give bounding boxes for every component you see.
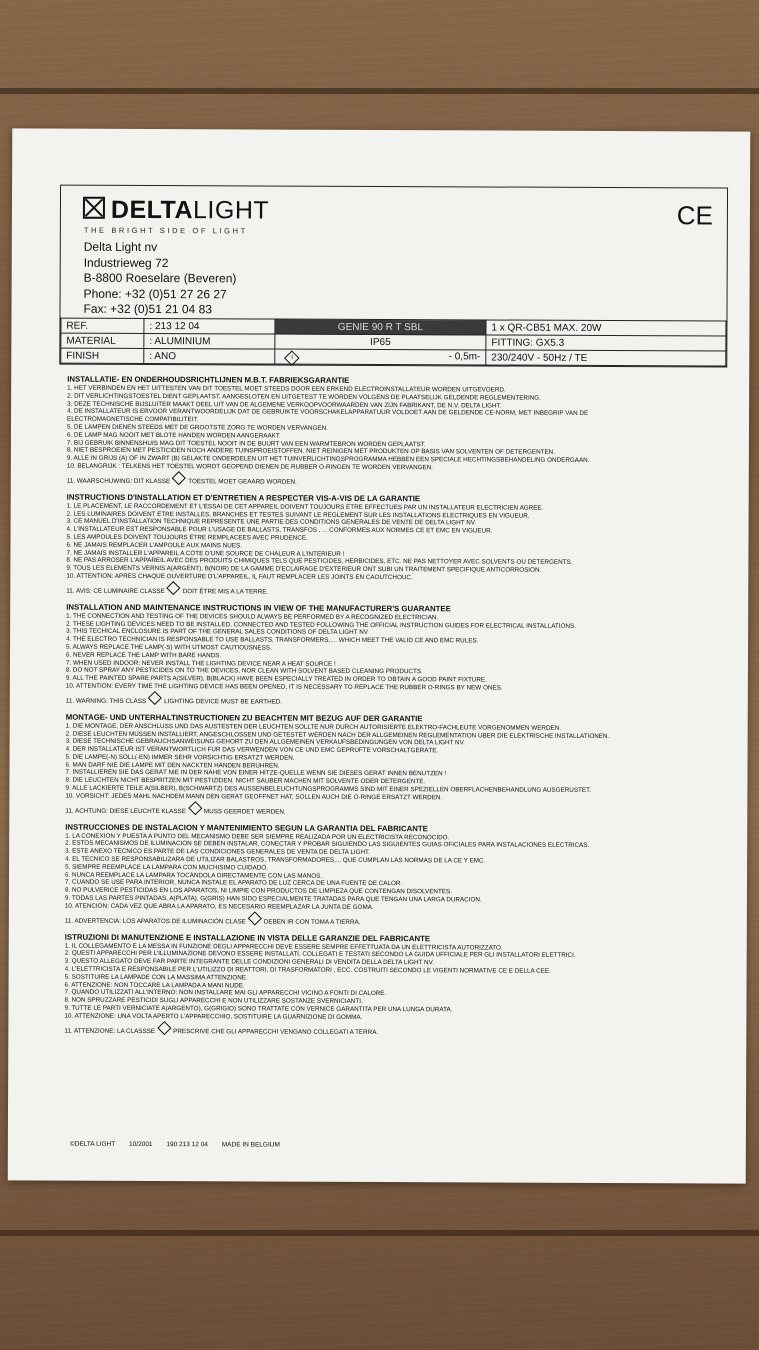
ref-value: : 213 12 04 xyxy=(144,318,275,334)
class-i-icon xyxy=(188,801,202,815)
instruction-item: 6. NUNCA REEMPLACE LA LÁMPARA TOCÁNDOLA DIRECTAMENTE CON LAS MANOS. xyxy=(65,871,323,880)
instruction-section xyxy=(66,602,726,710)
material-value: : ALUMINIUM xyxy=(144,333,275,349)
instruction-item: 8. DIE LEUCHTEN NICHT BESPRITZEN MIT PESTIZIDEN. NICHT SAUBER MACHEN MIT SOLVENTE ODER DETERGENTE. xyxy=(65,776,426,786)
instruction-item: 7. CUANDO SE USE PARA INTERIOR, NUNCA INSTALE EL APARATO DE LUZ CERCA DE UNA FUENTE DE CALOR. xyxy=(64,879,403,888)
document-code: 190 213 12 04 xyxy=(166,1141,208,1149)
instruction-item: 1. HET VERBINDEN EN HET UITTESTEN VAN DIT TOESTEL MOET STEEDS DOOR EEN ERKEND ELECTROINSTALLATEUR WORDEN UITGEVOERD. xyxy=(67,384,506,394)
instruction-item: 2. DIESE LEUCHTEN MÜSSEN INSTALLIERT, ANGESCHLOSSEN UND GETESTET WERDEN NACH DER ALLGEMEINEN REGLEMENTATION ÜBER DIE ELEKTRISCHE INSTALLATIONEN. xyxy=(65,730,610,740)
instructions-body xyxy=(64,375,727,1045)
instruction-item: 1. LA CONEXIÓN Y PUESTA A PUNTO DEL MECANISMO DEBE SER SIEMPRE REALIZADA POR UN ELECTRICISTA RECONOCIDO. xyxy=(65,832,450,841)
warning-text-pre: 11. WARNING: THIS CLASS xyxy=(65,697,147,705)
instruction-item: 10. BELANGRIJK : TELKENS HET TOESTEL WORDT GEOPEND DIENEN DE RUBBER O-RINGEN TE WORDEN VERVANGEN. xyxy=(66,462,434,472)
print-date: 10/2001 xyxy=(129,1140,153,1149)
instruction-section xyxy=(64,932,724,1040)
instruction-item: 8. NIET BESPROEIEN MET PESTICIDEN NOCH ANDERE TUINSPROEISTOFFEN. NIET REINIGEN MET PRODUKTEN OP BASIS VAN SOLVENTEN OF DETERGENTEN. xyxy=(66,447,556,457)
earthing-warning xyxy=(65,802,725,820)
instruction-item: 2. THESE LIGHTING DEVICES NEED TO BE INSTALLED, CONNECTED AND TESTED FOLLOWING THE OFFICIAL INSTRUCTION GUIDES FOR ELECTRICAL INSTALLATIONS. xyxy=(66,620,576,630)
class-i-icon xyxy=(248,911,262,925)
instruction-item: 1. DIE MONTAGE, DER ANSCHLUSS UND DAS AUSTESTEN DER LEUCHTEN SOLLTE NUR DURCH AUTORISIERTE ELEKTRO-FACHLEUTE VORGENOMMEN WERDEN. xyxy=(65,722,562,732)
section-title: MONTAGE- UND UNTERHALTINSTRUCTIONEN ZU BEACHTEN MIT BEZUG AUF DER GARANTIE xyxy=(65,712,423,723)
class-i-icon xyxy=(284,350,300,366)
lamp-spec: 1 x QR-CB51 MAX. 20W xyxy=(486,320,726,336)
instruction-item: 4. DE INSTALLATEUR IS ERVOOR VERANTWOORDELIJK DAT DE GEBRUIKTE VOORSCHAKELAPPARATUUR VOLDOET AAN DE GELDENDE CE-NORM, MET INBEGRIP VAN DE xyxy=(67,408,589,418)
instruction-item: 2. QUESTI APPARECCHI PER L'ILLUMINAZIONE DEVONO ESSERE INSTALLATI, COLLEGATI E TESTATI SECONDO LA GUIDA UFFICIALE PER GLI INSTALLATORI ELETTRICI. xyxy=(64,950,576,960)
material-label: MATERIAL xyxy=(61,333,144,348)
instruction-item: 4. L'INSTALLATEUR EST RESPONSABLE POUR L'USAGE DE BALLASTS, TRANSFOS , ... CONFORMES AUX NORMES CE ET EMC EN VIGUEUR. xyxy=(66,525,493,535)
street: Industrieweg 72 xyxy=(83,255,169,270)
class-symbol: I xyxy=(290,354,293,361)
instruction-item: 3. DEZE TECHNISCHE BIJSLUITER MAAKT DEEL UIT VAN DE ALGEMENE VERKOOPVOORWAARDEN VAN ZIJN FABRIKANT, DE N.V. DELTA LIGHT. xyxy=(67,400,502,410)
section-title: INSTRUCCIONES DE INSTALACION Y MANTENIMIENTO SEGUN LA GARANTIA DEL FABRICANTE xyxy=(65,822,428,833)
instruction-item: 1. LE PLACEMENT, LE RACCORDEMENT ET L'ESSAI DE CET APPAREIL DOIVENT TOUJOURS ÊTRE EFFECTUES PAR UN INSTALLATEUR ELECTRICIEN AGREE. xyxy=(66,502,544,512)
class-i-icon xyxy=(148,691,162,705)
tagline: THE BRIGHT SIDE OF LIGHT xyxy=(83,225,248,236)
instruction-item: 8. NE PAS ARROSER L'APPAREIL AVEC DES PRODUITS CHIMIQUES TELS QUE PESTICIDES, HERBICIDES, ETC. NE PAS NETTOYER AVEC SOLVENTS OU DETERGENTS. xyxy=(66,556,573,567)
instruction-item: 5. DE LAMPEN DIENEN STEEDS MET DE GROOTSTE ZORG TE WORDEN VERVANGEN. xyxy=(66,423,328,432)
delta-light-logo xyxy=(83,196,269,226)
instruction-item: 3. QUESTO ALLEGATO DEVE FAR PARTE INTEGRANTE DELLE CONDIZIONI GENERALI DI VENDITA DELLA DELTA LIGHT NV. xyxy=(64,957,434,967)
company-name: Delta Light nv xyxy=(83,239,158,255)
instruction-item: 10. ATENCIÓN: CADA VEZ QUE ABRA LA APARATO, ES NECESARIO REEMPLAZAR LA JUNTA DE GOMA. xyxy=(64,902,374,911)
earthing-warning xyxy=(66,692,726,710)
instruction-item: 1. IL COLLEGAMENTO E LA MESSA IN FUNZIONE DEGLI APPARECCHI DEVE ESSERE SEMPRE EFFETTUATA DA UN ELETTRICISTA AUTORIZZATO. xyxy=(64,942,503,952)
instruction-section xyxy=(67,375,727,491)
earthing-warning xyxy=(64,1022,724,1040)
instruction-item: 2. LES LUMINAIRES DOIVENT ÊTRE INSTALLES, BRANCHES ET TESTES SUIVANT LE REGLEMENT SUR LES INSTALLATIONS ELECTRIQUES EN VIGUEUR. xyxy=(66,510,530,520)
warning-text-post: LIGHTING DEVICE MUST BE EARTHED. xyxy=(164,697,283,706)
section-title: INSTALLATIE- EN ONDERHOUDSRICHTLIJNEN M.B.T. FABRIEKSGARANTIE xyxy=(67,374,350,385)
made-in: MADE IN BELGIUM xyxy=(221,1141,280,1149)
warning-text-post: PRESCRIVE CHE GLI APPARECCHI VENGANO COLLEGATI A TERRA. xyxy=(173,1027,379,1036)
brand-bold: DELTA xyxy=(110,195,194,225)
instruction-item: 5. LES AMPOULES DOIVENT TOUJOURS ÊTRE REMPLACEES AVEC PRUDENCE. xyxy=(66,533,308,542)
warning-text-pre: 11. ADVERTENCIA: LOS APARATOS DE ILUMINACIÓN CLASE xyxy=(64,917,246,926)
class-i-icon xyxy=(157,1021,171,1035)
instruction-section xyxy=(65,712,725,820)
instruction-item: 3. DIESE TECHNISCHE GEBRAUCHSANWEISUNG GEHÖRT ZU DEN ALLGEMEINEN VERKAUFSBEDINGUNGEN VON DELTA LIGHT NV. xyxy=(65,737,465,747)
instruction-item: 10. ATTENTION: APRES CHAQUE OUVERTURE D'L'APPAREIL, IL FAUT REMPLACER LES JOINTS EN CAOUTCHOUC. xyxy=(66,572,413,582)
symbols-cell xyxy=(275,349,486,365)
instruction-item: 6. ATTENZIONE: NON TOCCARE LA LAMPADA A MANI NUDE. xyxy=(64,981,245,990)
section-title: ISTRUZIONI DI MANUTENZIONE E INSTALLAZIONE IN VISTA DELLE GARANZIE DEL FABRICANTE xyxy=(64,932,431,943)
phone: Phone: +32 (0)51 27 26 27 xyxy=(83,286,227,301)
wood-plank-gap xyxy=(0,88,759,94)
class-i-icon xyxy=(172,471,186,485)
fitting: FITTING: GX5.3 xyxy=(486,335,726,351)
instruction-item: 3. CE MANUEL D'INSTALLATION TECHNIQUE REPRESENTE UNE PARTIE DES CONDITIONS GENERALES DE VENTE DE DELTA LIGHT NV. xyxy=(66,517,477,527)
instruction-item: 4. THE ELECTRO TECHNICIAN IS RESPONSABLE TO USE BALLASTS, TRANSFORMERS,.... WHICH MEET THE VALID CE AND EMC RULES. xyxy=(66,635,479,645)
distance-label: - 0,5m- xyxy=(448,350,481,362)
earthing-warning xyxy=(67,472,727,490)
spec-row xyxy=(61,348,726,366)
instruction-item: 6. NE JAMAIS REMPLACER L'AMPOULE AUX MAINS NUES. xyxy=(66,541,242,550)
instruction-item: 2. ESTOS MECANISMOS DE ILUMINACIÓN SE DEBEN INSTALAR, CONECTAR Y PROBAR SIGUIENDO LAS SIGUIENTES GUIAS OFICIALES PARA INSTALACIONES ELÉCTRICAS. xyxy=(65,840,590,850)
instruction-item: 9. TODAS LAS PARTES PINTADAS, A(PLATA), G(GRIS) HAN SIDO ESPECIALMENTE TRATADAS PARA QUE TENGAN UNA LARGA DURACIÓN. xyxy=(64,894,482,904)
warning-text-post: TOESTEL MOET GEAARD WORDEN. xyxy=(188,477,297,486)
instruction-item: 9. TUTTE LE PARTI VERNICIATE A(ARGENTO), G(GRIGIO) SONO TRATTATE CON VERNICE GARANTITA PER UNA LUNGA DURATA. xyxy=(64,1004,453,1014)
instruction-item: 9. ALL THE PAINTED SPARE PARTS A(SILVER), B(BLACK) HAVE BEEN ESPECIALLY TREATED IN ORDER TO OBTAIN A GOOD PAINT FIXTURE. xyxy=(65,674,487,684)
instruction-item: 10. ATTENTION: EVERY TIME THE LIGHTING DEVICE HAS BEEN OPENED, IT IS NECESSARY TO REPLACE THE RUBBER O-RINGS BY NEW ONES. xyxy=(65,682,503,692)
wood-plank-gap xyxy=(0,1230,759,1236)
warning-text-post: MUSS GEERDET WERDEN. xyxy=(203,807,286,816)
finish-label: FINISH xyxy=(61,348,144,363)
instruction-item: 7. WHEN USED INDOOR: NEVER INSTALL THE LIGHTING DEVICE NEAR A HEAT SOURCE ! xyxy=(65,659,336,668)
instruction-item: 8. DO NOT SPRAY ANY PESTICIDES ON TO THE DEVICES, NOR CLEAN WITH SOLVENT BASED CLEANING PRODUCTS. xyxy=(65,666,423,676)
instruction-item: 3. ESTE ANEXO TÉCNICO ES PARTE DE LAS CONDICIONES GENERALES DE VENTA DE DELTA LIGHT. xyxy=(65,847,370,857)
instruction-item: 5. SIEMPRE REEMPLACE LA LÁMPARA CON MUCHISIMO CUIDADO. xyxy=(65,863,268,872)
instruction-item: 8. NON SPRUZZARE PESTICIDI SUGLI APPARECCHI E NON UTILIZZARE SOSTANZE SVERNICIANTI. xyxy=(64,996,363,1006)
instruction-item: 5. DIE LAMPE(-N) SOLL(-EN) IMMER SEHR VORSICHTIG ERSÄTZT WERDEN. xyxy=(65,753,295,762)
company-address xyxy=(83,240,236,318)
instruction-item: 7. INSTALLIEREN SIE DAS GERÄT NIE IN DER NÄHE VON EINER HITZE-QUELLE WENN SIE DIESES GERÄT INNEN BENUTZEN ! xyxy=(65,769,447,778)
ce-mark-icon: CE xyxy=(676,200,713,231)
instruction-item: 9. ALLE IN GRIJS (A) OF IN ZWART (B) GELAKTE ONDERDELEN UIT HET TUINVERLICHTINGSPROGRAMMA HEBBEN EEN SPECIALE HECHTINGSBEHANDELING ONDERGAAN. xyxy=(66,454,590,465)
instruction-item: 6. MAN DARF NIE DIE LAMPE MIT DEN NACKTEN HÄNDEN BERÜHREN. xyxy=(65,761,280,770)
warning-text-pre: 11. ATTENZIONE: LA CLASSSE xyxy=(64,1027,156,1035)
instruction-item: 10. VORSICHT: JEDES MAHL NACHDEM MANN DEN GERÄT GEÖFFNET HAT, SOLLEN AUCH DIE O-RINGE ERSÄTZT WERDEN. xyxy=(65,792,443,802)
instruction-item: 5. SOSTITUIRE LA LAMPADE CON LA MASSIMA ATTENZIONE. xyxy=(64,973,248,982)
header-box xyxy=(59,185,728,368)
section-title: INSTRUCTIONS D'INSTALLATION ET D'ENTRETIEN A RESPECTER VIS-A-VIS DE LA GARANTIE xyxy=(66,492,421,503)
instruction-item: 4. L'ELETTRICISTA E RESPONSABILE PER L'UTILIZZO DI REATTORI, DI TRASFORMATORI , ECC. COSTRUITI SECONDO LE VIGENTI NORMATIVE CE E DELLA CEE. xyxy=(64,965,551,975)
instruction-item: 4. DER INSTALLATEUR IST VERANTWORTLICH FÜR DAS VERWENDEN VON CE UND EMC GEPRÜFTE VORSCHALTGERÄTE. xyxy=(65,745,439,755)
copyright: ©DELTA LIGHT xyxy=(69,1140,116,1148)
instruction-item: 9. ALLE LACKIERTE TEILE A(SILBER), B(SCHWARTZ) DES AUSSENBELEUCHTUNGSPROGRAMMS SIND MIT EINER SPEZIELLEN OBERFLÄCHENBEHANDLUNG AUSGERÜSTET. xyxy=(65,784,592,795)
instruction-item: 10. ATTENZIONE: UNA VOLTA APERTO L'APPARECCHIO, SOSTITUIRE LA GUARNIZIONE DI GOMMA. xyxy=(64,1012,363,1021)
instruction-item: 9. TOUS LES ELEMENTS VERNIS A(ARGENT), B(NOIR) DE LA GAMME D'ECLAIRAGE D'EXTERIEUR ONT SUBI UN TRAITEMENT SPECIFIQUE ANTICORROSION. xyxy=(66,564,542,574)
footer xyxy=(70,1141,292,1149)
instruction-item: 6. DE LAMP MAG NOOIT MET BLOTE HANDEN WORDEN AANGERAAKT. xyxy=(66,431,281,440)
warning-text-post: DEBEN IR CON TOMA A TIERRA. xyxy=(263,918,361,926)
instruction-item: ELECTROMAGNETISCHE COMPATIBILITEIT. xyxy=(67,415,199,424)
delta-logo-icon xyxy=(83,197,105,219)
instruction-item: 4. EL TÉCNICO SE RESPONSABILIZARÁ DE UTILIZAR BALASTROS, TRANSFORMADORES,... QUE CUMPLAN LAS NORMAS DE LA CE Y EMC. xyxy=(65,855,486,865)
instruction-item: 8. NO PULVERICE PESTICIDAS EN LOS APARATOS, NI LIMPIE CON PRODUCTOS DE LIMPIEZA QUE CONTENGAN DISOLVENTES. xyxy=(64,886,452,896)
instruction-item: 7. BIJ GEBRUIK BINNENSHUIS MAG DIT TOESTEL NOOIT IN DE BUURT VAN EEN WARMTEBRON WORDEN GEPLAATST. xyxy=(66,439,426,448)
instruction-sheet xyxy=(8,128,751,1183)
finish-value: : ANO xyxy=(144,348,275,364)
instruction-item: 7. QUANDO UTILIZZATI ALL'INTERNO: NON INSTALLARE MAI GLI APPARECCHI VICINO A FONTI DI CALORE. xyxy=(64,989,387,998)
instruction-item: 2. DIT VERLICHTINGSTOESTEL DIENT GEPLAATST, AANGESLOTEN EN UITGETEST TE WORDEN VOLGENS DE PLAATSELIJK GELDENDE REGLEMENTERING. xyxy=(67,392,541,402)
warning-text-post: DOIT ÊTRE MIS A LA TERRE. xyxy=(182,587,269,596)
fax: Fax: +32 (0)51 21 04 83 xyxy=(83,301,212,317)
voltage: 230/240V - 50Hz / TE xyxy=(486,350,726,366)
instruction-item: 6. NEVER REPLACE THE LAMP WITH BARE HANDS. xyxy=(65,651,222,660)
product-name: GENIE 90 R T SBL xyxy=(275,319,486,335)
warning-text-pre: 11. WAARSCHUWING: DIT KLASSE xyxy=(66,477,171,485)
brand-light: LIGHT xyxy=(193,196,270,225)
ip-rating: IP65 xyxy=(275,334,486,350)
instruction-item: 7. NE JAMAIS INSTALLER L'APPAREIL A CÔTE D'UNE SOURCE DE CHALEUR A L'INTERIEUR ! xyxy=(66,549,345,558)
earthing-warning xyxy=(66,582,726,600)
class-i-icon xyxy=(167,581,181,595)
section-title: INSTALLATION AND MAINTENANCE INSTRUCTIONS IN VIEW OF THE MANUFACTURER'S GUARANTEE xyxy=(66,602,451,614)
warning-text-pre: 11. AVIS: CE LUMINAIRE CLASSE xyxy=(66,587,165,595)
warning-text-pre: 11. ACHTUNG: DIESE LEUCHTE KLASSE xyxy=(65,807,186,815)
instruction-section xyxy=(66,492,726,600)
earthing-warning xyxy=(65,912,725,930)
city: B-8800 Roeselare (Beveren) xyxy=(83,270,237,286)
spec-table xyxy=(60,318,726,367)
ref-label: REF. xyxy=(61,318,144,333)
instruction-section xyxy=(65,822,725,930)
instruction-item: 5. ALWAYS REPLACE THE LAMP(-S) WITH UTMOST CAUTIOUSNESS. xyxy=(66,643,272,652)
instruction-item: 3. THIS TECHICAL ENCLOSURE IS PART OF THE GENERAL SALES CONDITIONS OF DELTA LIGHT NV xyxy=(66,627,368,637)
instruction-item: 1. THE CONNECTION AND TESTING OF THE DEVICES SHOULD ALWAYS BE PERFORMED BY A RECOGNIZED ELECTRICIAN. xyxy=(66,612,439,621)
